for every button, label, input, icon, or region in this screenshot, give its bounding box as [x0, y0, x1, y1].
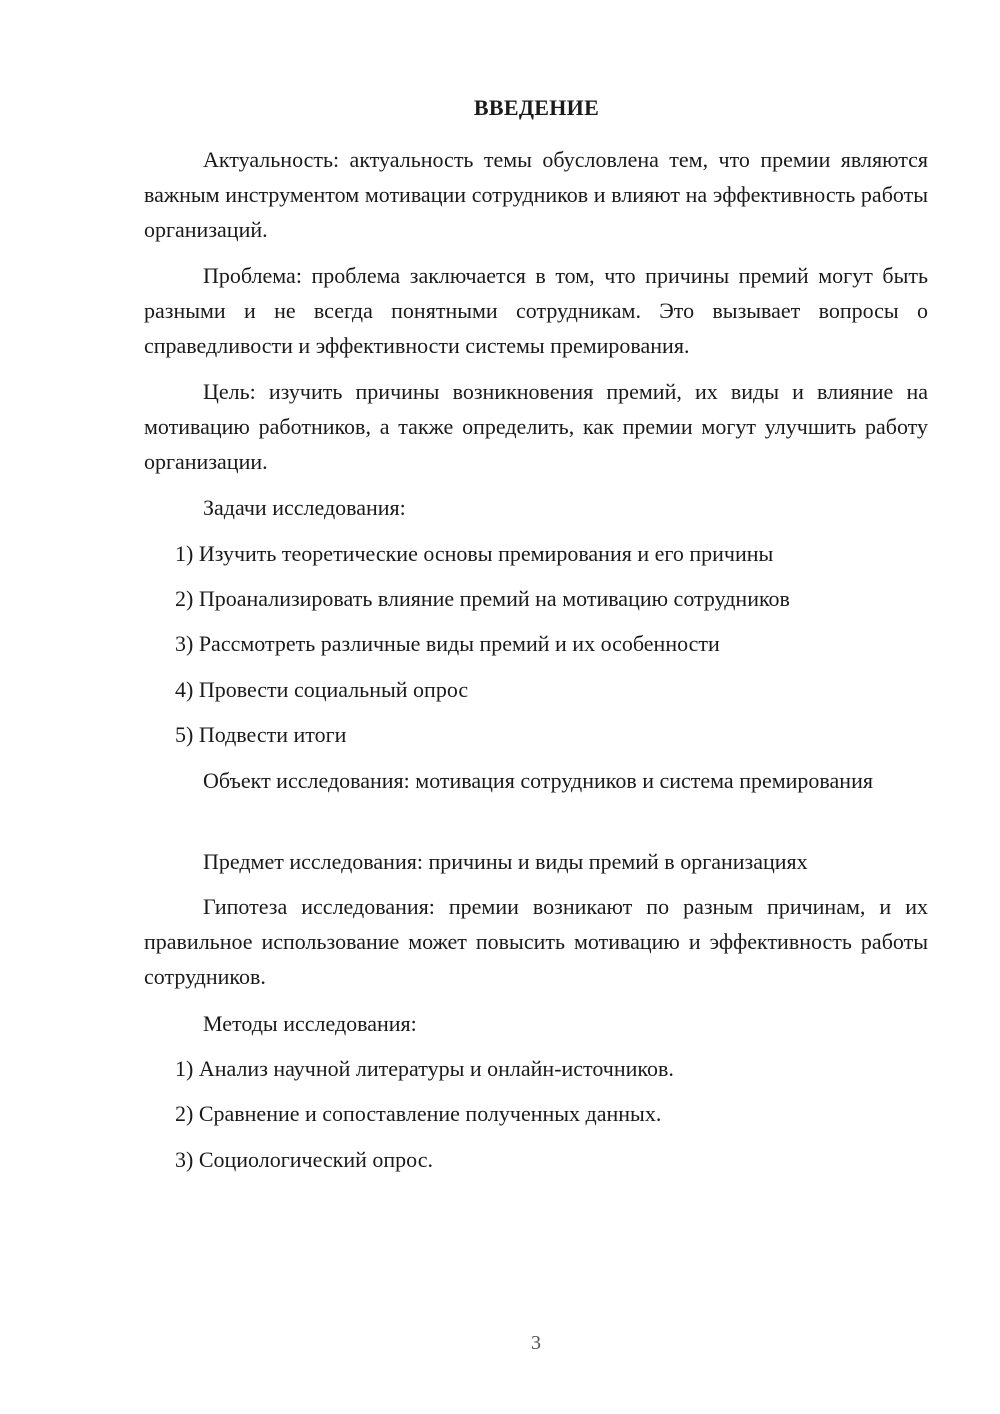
problem-paragraph: Проблема: проблема заключается в том, что причины премий могут быть разными и не всегда понятными сотрудникам. Это вызывает вопросы о справедливости и эффективности системы премирования.: [144, 263, 928, 358]
task-item: 2) Проанализировать влияние премий на мотивацию сотрудников: [175, 586, 790, 611]
subject-paragraph: Предмет исследования: причины и виды премий в организациях: [203, 849, 808, 874]
task-item: 4) Провести социальный опрос: [175, 677, 469, 702]
goal-paragraph: Цель: изучить причины возникновения премий, их виды и влияние на мотивацию работников, а также определить, как премии могут улучшить работу организации.: [144, 379, 928, 474]
page-number: 3: [531, 1332, 541, 1354]
hypothesis-paragraph: Гипотеза исследования: премии возникают по разным причинам, и их правильное использование может повысить мотивацию и эффективность работы сотрудников.: [144, 894, 928, 989]
method-item: 1) Анализ научной литературы и онлайн-источников.: [175, 1056, 674, 1081]
method-item: 3) Социологический опрос.: [175, 1147, 433, 1172]
task-item: 3) Рассмотреть различные виды премий и их особенности: [175, 631, 720, 656]
methods-title: Методы исследования:: [203, 1011, 417, 1036]
relevance-paragraph: Актуальность: актуальность темы обусловлена тем, что премии являются важным инструментом мотивации сотрудников и влияют на эффективность работы организаций.: [144, 147, 928, 242]
section-heading: ВВЕДЕНИЕ: [473, 95, 600, 120]
method-item: 2) Сравнение и сопоставление полученных данных.: [175, 1101, 662, 1126]
tasks-title: Задачи исследования:: [203, 495, 406, 520]
object-paragraph: Объект исследования: мотивация сотрудников и система премирования: [203, 768, 873, 793]
task-item: 1) Изучить теоретические основы премирования и его причины: [175, 541, 774, 566]
task-item: 5) Подвести итоги: [175, 722, 347, 747]
